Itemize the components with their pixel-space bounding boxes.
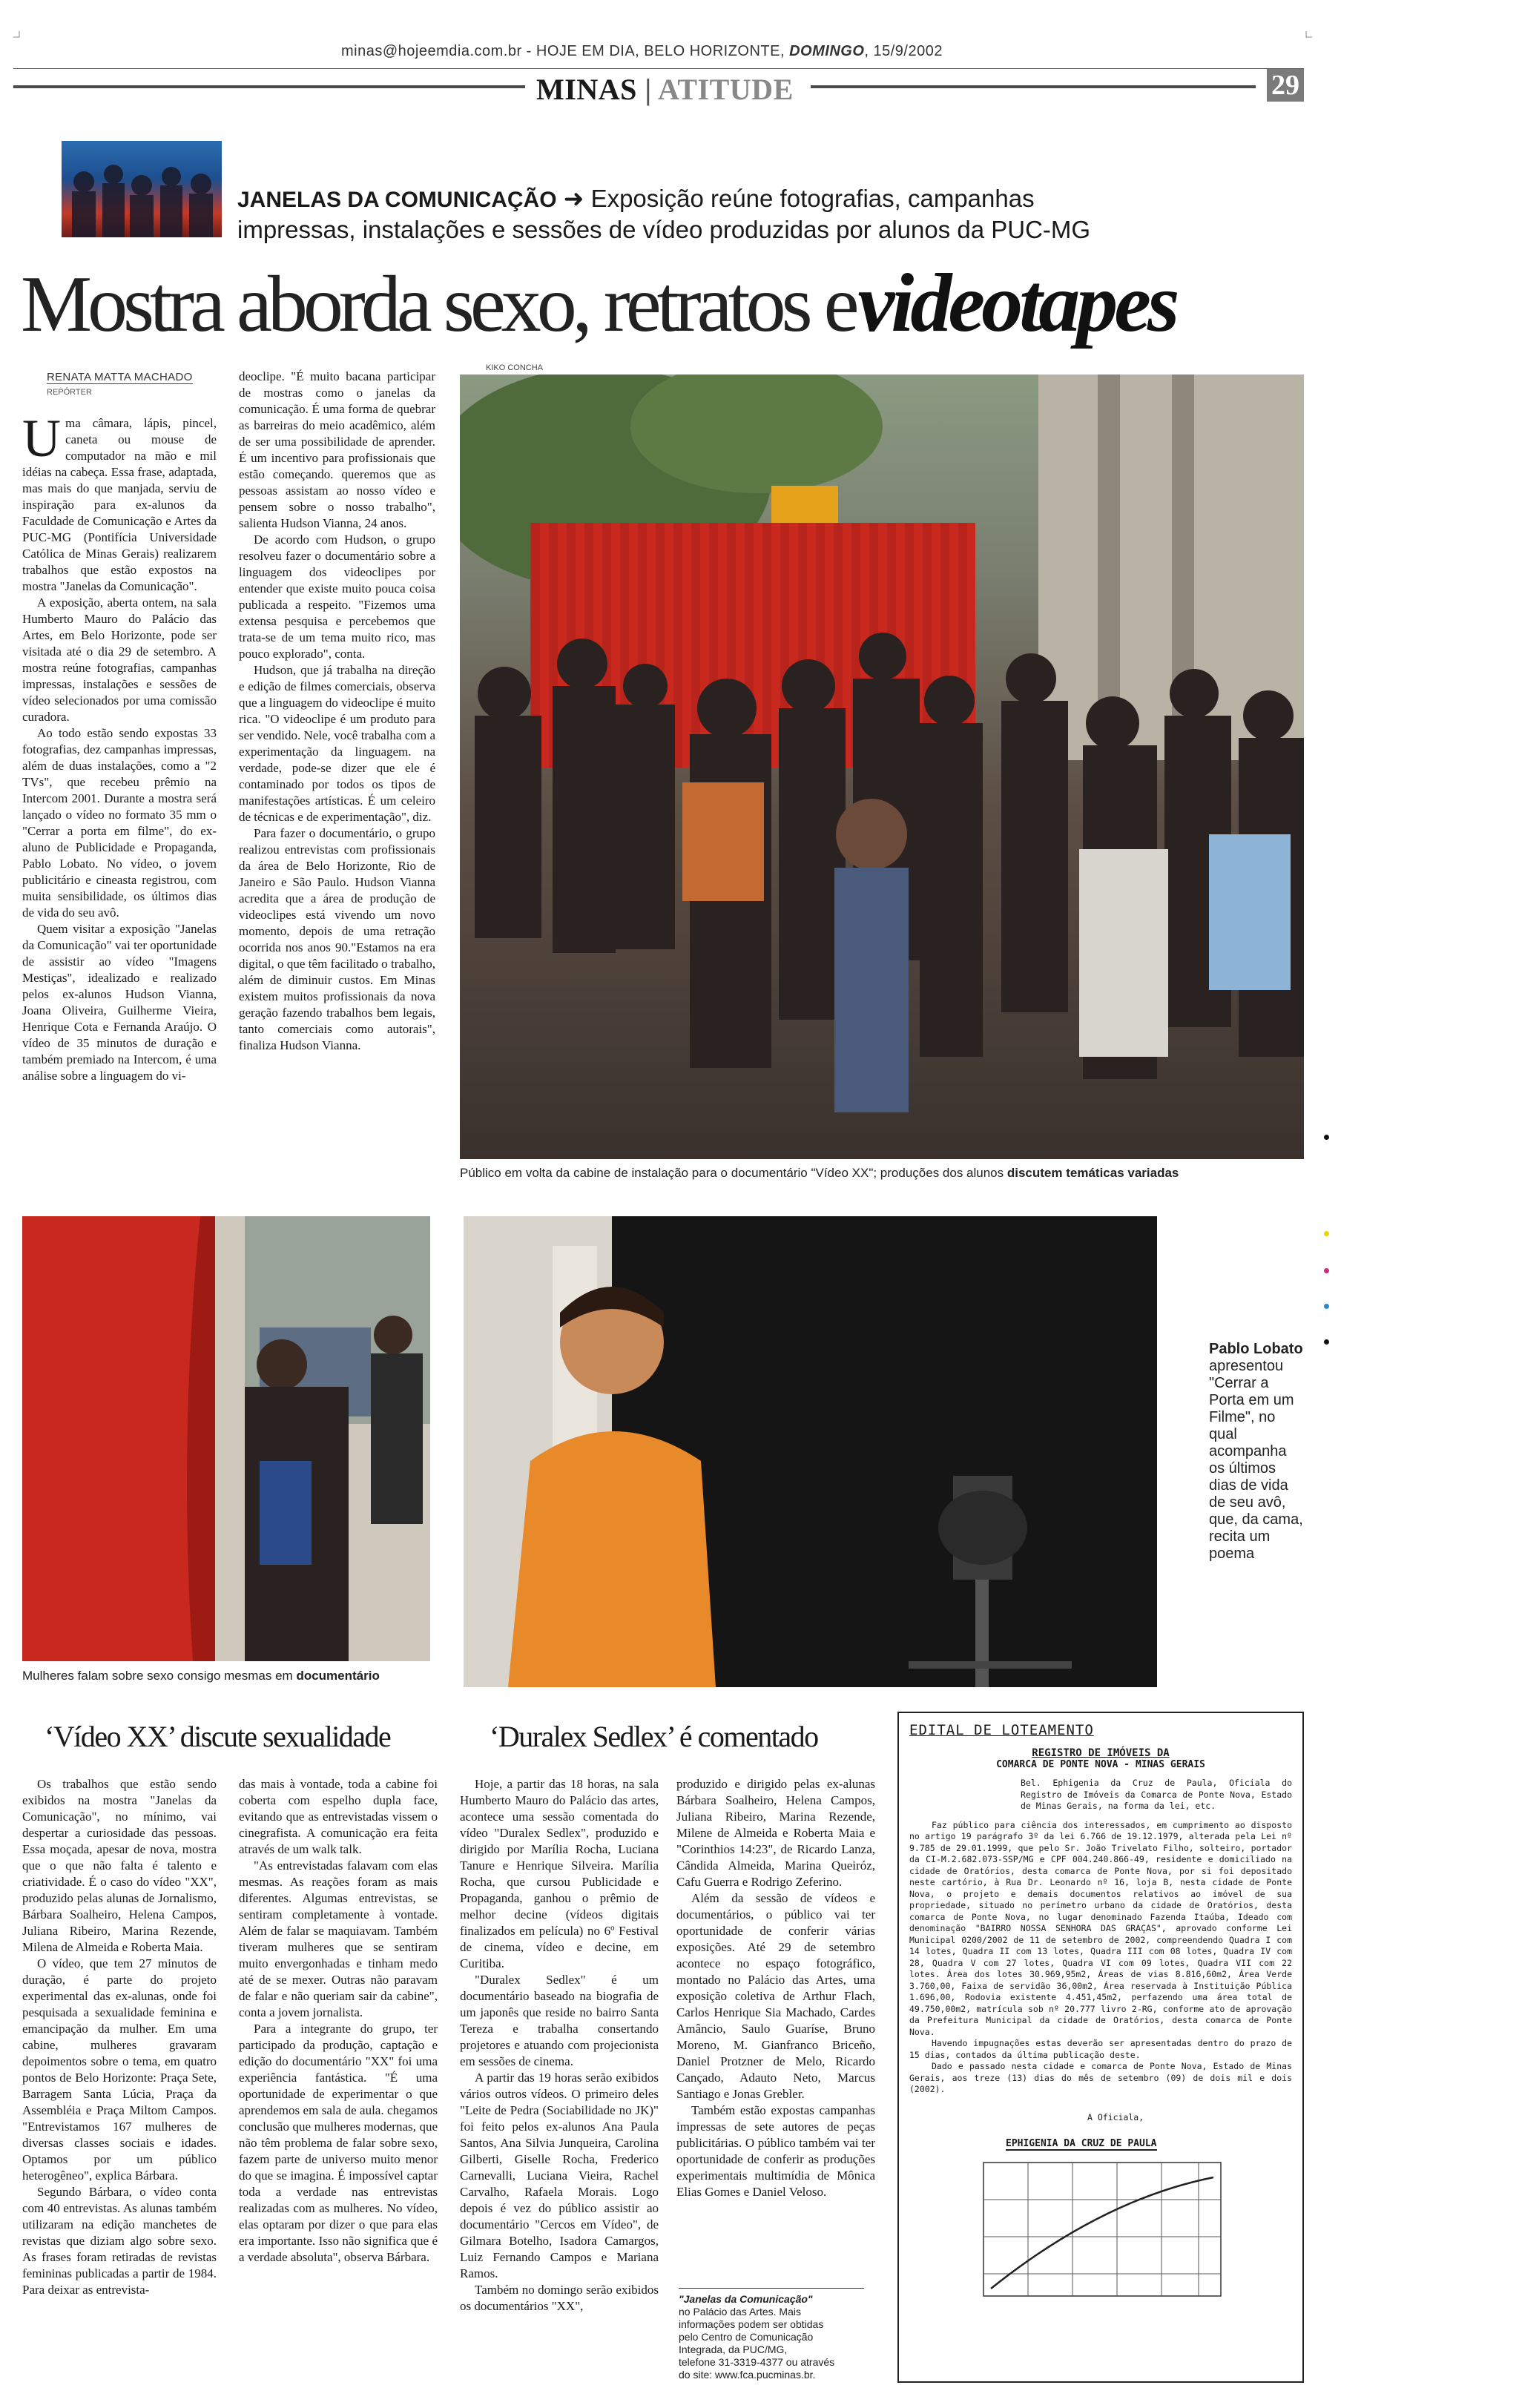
masthead-info (341, 43, 1009, 60)
crop-mark-top-left (13, 31, 24, 42)
byline-author: RENATA MATTA MACHADO (47, 371, 193, 383)
section-main: MINAS (536, 73, 637, 106)
kicker-arrow-icon: ➜ (563, 185, 584, 212)
kicker-label: JANELAS DA COMUNICAÇÃO (237, 188, 557, 212)
article-paragraph: "As entrevistadas falavam com elas mesmas. As reações foram as mais diferentes. Algumas entrevistas, se sentiram completamente à vontade. Além de falar se maquiavam. Também tiveram mulheres que se sentiram muito envergonhadas e tinham medo até de se mexer. Outras não paravam de falar e não queriam sair da cabine", conta a jovem jornalista. (239, 1858, 438, 2019)
crowd-caption-text: Público em volta da cabine de instalação para o documentário "Vídeo XX"; produções dos alunos (460, 1166, 1007, 1180)
sub-article-2-title: ‘Duralex Sedlex’ é comentado (490, 1720, 818, 1753)
kicker-text-2: impressas, instalações e sessões de vídeo produzidas por alunos da PUC-MG (237, 216, 1091, 243)
info-box-line: pelo Centro de Comunicação (679, 2331, 814, 2343)
masthead-info-prefix: minas@hojeemdia.com.br - HOJE EM DIA, BELO HORIZONTE, (341, 43, 790, 59)
article-paragraph: A partir das 19 horas serão exibidos vários outros vídeos. O primeiro deles "Leite de Pedra (Sociabilidade no JK)" foi feito pelos ex-alunos Ana Paula Santos, Ana Silvia Junqueira, Carolina Gilberti, Giselle Rocha, Frederico Carnevalli, Luciana Vieira, Rachel Carvalho, Rafaela Morais. Logo depois é vez do público assistir ao documentário "Cercos em Vídeo", de Gilmara Botelho, Isadora Camargos, Luiz Fernando Campos e Mariana Ramos. (460, 2071, 659, 2280)
registration-dot-magenta (1324, 1268, 1329, 1273)
article-column-1 (22, 409, 217, 1084)
article-paragraph: Os trabalhos que estão sendo exibidos na mostra "Janelas da Comunicação", no mínimo, vai despertar a curiosidade das pessoas. Essa moçada, apesar de nova, mostra que o que não falta é talento e criatividade. É o caso do vídeo "XX", produzido pelas alunas de Jornalismo, Bárbara Soalheiro, Helena Campos, Juliana Ribeiro, Marina Rezende, Milena de Almeida e Roberta Maia. (22, 1777, 217, 1954)
article-paragraph: Também no domingo serão exibidos os documentários "XX", (460, 2283, 659, 2313)
headline-bold: videotapes (857, 257, 1176, 349)
lot-map-icon (909, 2155, 1295, 2303)
article-paragraph: De acordo com Hudson, o grupo resolveu fazer o documentário sobre a linguagem dos videoclipes por entender que existe muito pouca coisa publicada a respeito. "Fizemos uma extensa pesquisa e percebemos que trata-se de um tema muito rico, mas pouco explorado", conta. (239, 532, 435, 661)
article-paragraph: Quem visitar a exposição "Janelas da Comunicação" vai ter oportunidade de assistir ao vídeo "Imagens Mestiças", idealizado e realizado pelos ex-alunos Hudson Vianna, Joana Oliveira, Guilherme Vieira, Henrique Cota e Fernanda Araújo. O vídeo de 35 minutos de duração e também premiado na Intercom, é uma análise sobre a linguagem do vi- (22, 922, 217, 1083)
legal-notice-body-3: Dado e passado nesta cidade e comarca de Ponte Nova, Estado de Minas Gerais, aos treze (13) dias do mês de setembro (09) de dois mil e dois (2002). (909, 2061, 1292, 2094)
women-caption-bold: documentário (296, 1669, 380, 1683)
legal-notice-sign-label: A Oficiala, (1087, 2111, 1144, 2122)
kicker-text-1: Exposição reúne fotografias, campanhas (590, 185, 1035, 212)
section-title (536, 72, 794, 107)
article-paragraph: O vídeo, que tem 27 minutos de duração, é parte do projeto experimental das ex-alunas, onde foi pesquisada a sexualidade feminina e emancipação da mulher. Em uma cabine, mulheres gravaram depoimentos sobre o tema, em quatro pontos de Belo Horizonte: Praça Sete, Barragem Santa Lúcia, Praça da Assembléia e Praça Miltom Campos. "Entrevistamos 167 mulheres de diversas classes sociais e idades. Optamos por um público heterogêneo", explica Bárbara. (22, 1956, 217, 2183)
article-paragraph: Também estão expostas campanhas impressas de sete autores de peças publicitárias. O público também vai ter oportunidade de conferir as produções experimentais multimídia de Mônica Elias Gomes e Daniel Veloso. (676, 2103, 875, 2199)
article-paragraph: Para fazer o documentário, o grupo realizou entrevistas com profissionais da área de Belo Horizonte, Rio de Janeiro e São Paulo. Hudson Vianna acredita que a área de produção de videoclipes está vivendo um novo momento, depois de uma retração ocorrida nos anos 90."Estamos na era digital, o que têm facilitado o trabalho, além de diminuir custos. Em Minas existem muitos profissionais da nova geração fazendo trabalhos bem legais, tanto comerciais como autorais", finaliza Hudson Vianna. (239, 826, 435, 1052)
pablo-scene-illustration (464, 1216, 1157, 1687)
crowd-photo-caption (460, 1166, 1305, 1181)
article-paragraph: A exposição, aberta ontem, na sala Humberto Mauro do Palácio das Artes, em Belo Horizonte, pode ser visitada até o dia 29 de setembro. A mostra reúne fotografias, campanhas impressas, instalações e sessões de vídeo selecionados por uma comissão curadora. (22, 596, 217, 724)
women-photo-caption (22, 1669, 438, 1683)
crowd-photo (460, 375, 1304, 1159)
article-paragraph: Hoje, a partir das 18 horas, na sala Humberto Mauro do Palácio das artes, acontece uma sessão comentada do vídeo "Duralex Sedlex", produzido e dirigido por Marília Rocha, Luciana Tanure e Henrique Silveira. Marília Rocha, que cursou Publicidade e Propaganda, ganhou o prêmio de melhor decine (vídeos digitais finalizados em película) no 6º Festival de cinema, vídeo e decine, em Curitiba. (460, 1777, 659, 1970)
article-paragraph: das mais à vontade, toda a cabine foi coberta com espelho dupla face, evitando que as entrevistadas vissem o cinegrafista. A comunicação era feita através de um walk talk. (239, 1777, 438, 1856)
women-caption-text: Mulheres falam sobre sexo consigo mesmas em (22, 1669, 297, 1683)
registration-dot-yellow (1324, 1231, 1329, 1236)
registration-dot-black (1324, 1135, 1329, 1140)
legal-notice-sign-name: EPHIGENIA DA CRUZ DE PAULA (1006, 2138, 1157, 2149)
legal-notice-box (897, 1712, 1304, 2383)
photo-credit: KIKO CONCHA (486, 363, 544, 372)
registration-dot-cyan (1324, 1304, 1329, 1309)
sub-article-1-column-1 (22, 1776, 217, 2298)
masthead-date: , 15/9/2002 (864, 43, 943, 59)
registration-dot-black-2 (1324, 1339, 1329, 1345)
info-box-line: telefone 31-3319-4377 ou através (679, 2356, 835, 2368)
main-headline (21, 256, 1311, 352)
sub-article-1-title: ‘Vídeo XX’ discute sexualidade (45, 1720, 391, 1753)
info-box-line: informações podem ser obtidas (679, 2318, 824, 2330)
page-number: 29 (1267, 69, 1304, 102)
section-sub: ATITUDE (657, 73, 794, 106)
legal-notice-header-1: REGISTRO DE IMÓVEIS DA (1032, 1747, 1170, 1759)
women-photo (22, 1216, 430, 1661)
article-paragraph: Hudson, que já trabalha na direção e edição de filmes comerciais, observa que a linguagem do videoclipe é muito rica. "O videoclipe é um produto para ser vendido. Nele, você trabalha com a experimentação da linguagem. na verdade, pode-se dizer que ele é contaminado por todos os tipos de manifestações artísticas. É um celeiro de técnicas e de experimentação", diz. (239, 663, 435, 824)
section-bar (13, 68, 1304, 105)
sub-article-2-column-2 (676, 1776, 875, 2200)
legal-notice-title: EDITAL DE LOTEAMENTO (909, 1722, 1094, 1738)
info-box-line: do site: www.fca.pucminas.br. (679, 2369, 816, 2381)
section-rule-right (811, 85, 1256, 88)
crowd-scene-illustration (460, 375, 1304, 1159)
article-column-2 (239, 369, 435, 1054)
drop-cap: U (22, 409, 61, 468)
pablo-lobato-photo (464, 1216, 1157, 1687)
article-paragraph: deoclipe. "É muito bacana participar de mostras como o janelas da comunicação. É uma forma de quebrar as barreiras do meio acadêmico, além de ser uma possibilidade de aprender. É um incentivo para profissionais que estão começando. queremos que as pessoas assistam ao nosso vídeo e pensem sobre o nosso trabalho", salienta Hudson Vianna, 24 anos. (239, 369, 435, 530)
legal-notice-body: Faz público para ciência dos interessados, em cumprimento ao disposto no artigo 19 parágrafo 3º da lei 6.766 de 19.12.1979, alterada pela Lei nº 9.785 de 29.01.1999, que pelo Sr. João Trivelato Filho, solteiro, portador da CI-M.2.682.073-SSP/MG e CPF 004.240.866-49, residente e domiciliado na cidade de Oratórios, desta comarca de Ponte Nova, por si foi depositado neste cartório, à Rua Dr. Leonardo nº 16, loja B, nesta cidade de Ponte Nova, o projeto e demais documentos relativos ao imóvel de sua propriedade, situado no perímetro urbano da cidade de Oratórios, desta comarca de Ponte Nova, no lugar denominado Fazenda Itaúba, Ideado com denominação "BAIRRO NOSSA SENHORA DAS GRAÇAS", aprovado conforme Lei Municipal 0200/2002 de 11 de setembro de 2002, compreendendo Quadra I com 14 lotes, Quadra II com 13 lotes, Quadra III com 08 lotes, Quadra IV com 28, Quadra V com 27 lotes, Quadra VI com 09 lotes, Quadra VII com 22 lotes. Área dos lotes 30.969,95m2, Áreas de vias 8.816,60m2, Área Verde 3.760,00, Faixa de servidão 36,00m2, Área reservada à Instituição Pública 1.696,00, Rodovia existente 4.451,45m2, perfazendo uma área total de 49.750,00m2, matrícula sob nº 20.777 livro 2-RG, conforme ato de aprovação da Prefeitura Municipal da cidade de Oratórios, desta comarca de Ponte Nova. (909, 1819, 1292, 2037)
masthead-day: DOMINGO (789, 43, 865, 59)
info-box-title: "Janelas da Comunicação" (679, 2293, 813, 2305)
info-box-line: Integrada, da PUC/MG, (679, 2343, 788, 2355)
section-divider: | (645, 73, 652, 106)
crowd-caption-bold: discutem temáticas variadas (1006, 1166, 1179, 1180)
women-scene-illustration (22, 1216, 430, 1661)
article-paragraph: Para a integrante do grupo, ter participado da produção, captação e edição do documentário "XX" foi uma experiência fantástica. "É uma oportunidade de experimentar o que aprendemos em sala de aula. chegamos conclusão que mulheres modernas, que não têm problema de falar sobre sexo, fazem parte de universo muito menor do que se imagina. É impossível captar toda a verdade nas entrevistas realizadas com as mulheres. No vídeo, elas optaram por dizer o que para elas era importante. Isso não significa que é a verdade absoluta", observa Bárbara. (239, 2022, 438, 2264)
kicker (237, 184, 1276, 245)
pablo-caption (1209, 1341, 1304, 1563)
section-rule-left (13, 85, 525, 88)
headline-plain: Mostra aborda sexo, retratos e (21, 260, 855, 349)
article-paragraph: produzido e dirigido pelas ex-alunas Bárbara Soalheiro, Helena Campos, Juliana Ribeiro, Marina Rezende, Milene de Almeida e Roberta Maia e "Corinthios 14:23", de Ricardo Lanza, Cândida Almeida, Marina Queiróz, Cafu Guerra e Rodrigo Zeferino. (676, 1777, 875, 1889)
article-paragraph: ma câmara, lápis, pincel, caneta ou mouse de computador na mão e mil idéias na cabeça. Essa frase, adaptada, mas mais do que manjada, serviu de inspiração para ex-alunos da Faculdade de Comunicação e Artes da PUC-MG (Pontifícia Universidade Católica de Minas Gerais) realizarem trabalhos que estão expostos na mostra "Janelas da Comunicação". (22, 416, 217, 593)
pablo-caption-bold: Pablo Lobato (1209, 1341, 1303, 1357)
pablo-caption-text: apresentou "Cerrar a Porta em um Filme", no qual acompanha os últimos dias de vida de seu avô, que, da cama, recita um poema (1209, 1358, 1303, 1562)
article-paragraph: Ao todo estão sendo expostas 33 fotografias, dez campanhas impressas, além de duas instalações, como a "2 TVs", que recebeu prêmio na Intercom 2001. Durante a mostra será lançado o vídeo no formato 35 mm o "Cerrar a porta em filme", do ex-aluno de Publicidade e Propaganda, Pablo Lobato. No vídeo, o jovem publicitário e cineasta registrou, com muita sensibilidade, os últimos dias de vida do seu avô. (22, 726, 217, 920)
group-silhouette-icon (62, 141, 222, 237)
article-paragraph: "Duralex Sedlex" é um documentário baseado na biografia de um japonês que reside no bairro Santa Tereza e trabalha consertando projetores e atuando com projecionista em sessões de cinema. (460, 1973, 659, 2068)
crop-mark-top-right (1302, 31, 1312, 42)
article-paragraph: Além da sessão de vídeos e documentários, o público vai ter oportunidade de conferir várias exposições. Até 29 de setembro acontece no espaço fotográfico, montado no Palácio das Artes, uma exposição coletiva de Arthur Flach, Carlos Henrique Sia Machado, Cardes Amâncio, Saulo Guaríse, Bruno Moreno, M. Gianfranco Briceño, Daniel Protzner de Melo, Ricardo Cançado, Adauto Neto, Marcus Santiago e Jonas Grebler. (676, 1891, 875, 2101)
sub-article-1-column-2 (239, 1776, 438, 2266)
info-box (679, 2288, 864, 2381)
info-box-line: no Palácio das Artes. Mais (679, 2306, 801, 2318)
legal-notice-official: Bel. Ephigenia da Cruz de Paula, Oficiala do Registro de Imóveis da Comarca de Ponte Nova, Estado de Minas Gerais, na forma da lei, etc. (1021, 1778, 1292, 1811)
header-thumbnail-photo (62, 141, 222, 237)
sub-article-2-column-1 (460, 1776, 659, 2315)
legal-notice-header-2: COMARCA DE PONTE NOVA - MINAS GERAIS (996, 1759, 1205, 1770)
byline-role: REPÓRTER (47, 388, 92, 397)
legal-notice-body-2: Havendo impugnações estas deverão ser apresentadas dentro do prazo de 15 dias, contados da última publicação deste. (909, 2038, 1292, 2060)
article-paragraph: Segundo Bárbara, o vídeo conta com 40 entrevistas. As alunas também utilizaram na edição manchetes de revistas que diziam algo sobre sexo. As frases foram retiradas de revistas femininas publicadas a partir de 1984. Para deixar as entrevista- (22, 2185, 217, 2297)
